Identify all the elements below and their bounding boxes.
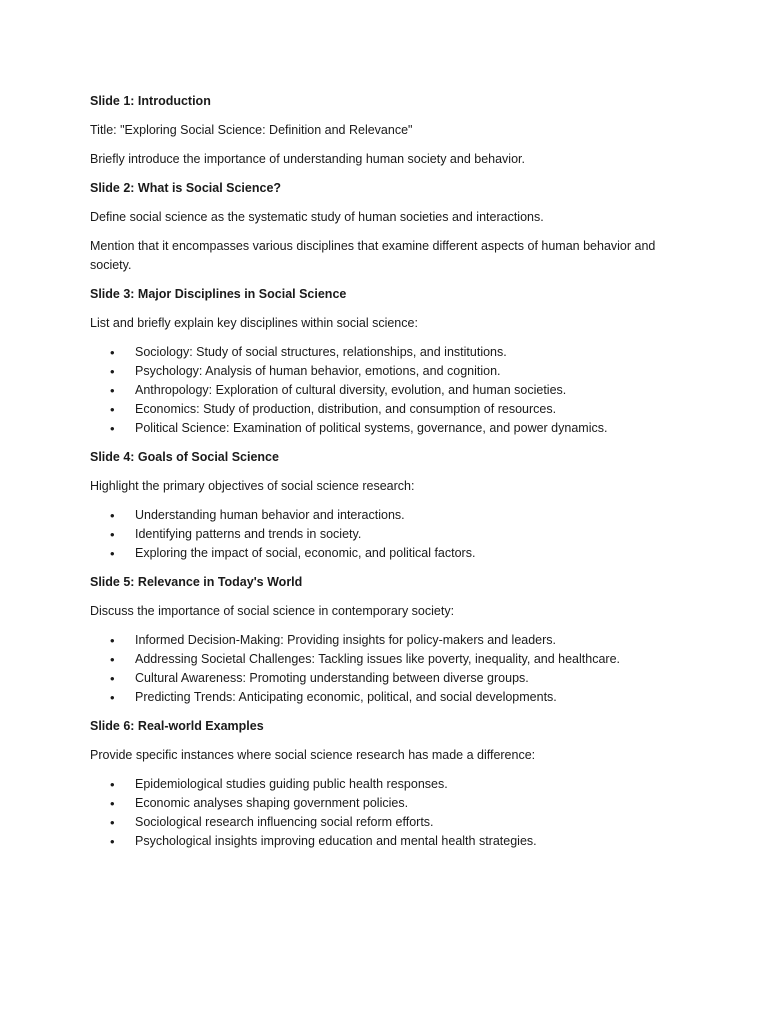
list-item: • Economics: Study of production, distribution, and consumption of resources. bbox=[90, 400, 690, 419]
slide-2-disciplines-note: Mention that it encompasses various disciplines that examine different aspects of human behavior and society. bbox=[90, 239, 656, 272]
list-item: • Identifying patterns and trends in society. bbox=[90, 525, 690, 544]
list-item: • Anthropology: Exploration of cultural diversity, evolution, and human societies. bbox=[90, 381, 690, 400]
slide-3-intro: List and briefly explain key disciplines within social science: bbox=[90, 316, 418, 330]
slide-2-heading: Slide 2: What is Social Science? bbox=[90, 181, 282, 195]
slide-6-heading: Slide 6: Real-world Examples bbox=[90, 719, 264, 733]
list-item: • Exploring the impact of social, economic, and political factors. bbox=[90, 544, 690, 563]
list-item: • Predicting Trends: Anticipating economic, political, and social developments. bbox=[90, 688, 690, 707]
list-item: • Psychology: Analysis of human behavior, emotions, and cognition. bbox=[90, 362, 690, 381]
document-page bbox=[90, 92, 690, 861]
slide-4-intro: Highlight the primary objectives of social science research: bbox=[90, 479, 415, 493]
list-item: • Economic analyses shaping government policies. bbox=[90, 794, 690, 813]
slide-4-heading: Slide 4: Goals of Social Science bbox=[90, 450, 279, 464]
list-item: • Sociology: Study of social structures, relationships, and institutions. bbox=[90, 343, 690, 362]
list-item: • Political Science: Examination of political systems, governance, and power dynamics. bbox=[90, 419, 690, 438]
slide-1-title-line: Title: "Exploring Social Science: Definition and Relevance" bbox=[90, 123, 413, 137]
slide-5-bullet-list bbox=[90, 631, 690, 707]
list-item: • Addressing Societal Challenges: Tackling issues like poverty, inequality, and healthcare. bbox=[90, 650, 690, 669]
slide-6-intro: Provide specific instances where social science research has made a difference: bbox=[90, 748, 536, 762]
slide-2-definition: Define social science as the systematic study of human societies and interactions. bbox=[90, 210, 544, 224]
slide-6-bullet-list bbox=[90, 775, 690, 851]
list-item: • Understanding human behavior and interactions. bbox=[90, 506, 690, 525]
list-item: • Psychological insights improving education and mental health strategies. bbox=[90, 832, 690, 851]
list-item: • Epidemiological studies guiding public health responses. bbox=[90, 775, 690, 794]
slide-3-heading: Slide 3: Major Disciplines in Social Science bbox=[90, 287, 347, 301]
slide-5-heading: Slide 5: Relevance in Today's World bbox=[90, 575, 303, 589]
slide-1-heading: Slide 1: Introduction bbox=[90, 94, 211, 108]
list-item: • Informed Decision-Making: Providing insights for policy-makers and leaders. bbox=[90, 631, 690, 650]
list-item: • Cultural Awareness: Promoting understanding between diverse groups. bbox=[90, 669, 690, 688]
slide-4-bullet-list bbox=[90, 506, 690, 563]
slide-3-bullet-list bbox=[90, 343, 690, 438]
list-item: • Sociological research influencing social reform efforts. bbox=[90, 813, 690, 832]
slide-1-description: Briefly introduce the importance of understanding human society and behavior. bbox=[90, 152, 525, 166]
slide-5-intro: Discuss the importance of social science in contemporary society: bbox=[90, 604, 455, 618]
